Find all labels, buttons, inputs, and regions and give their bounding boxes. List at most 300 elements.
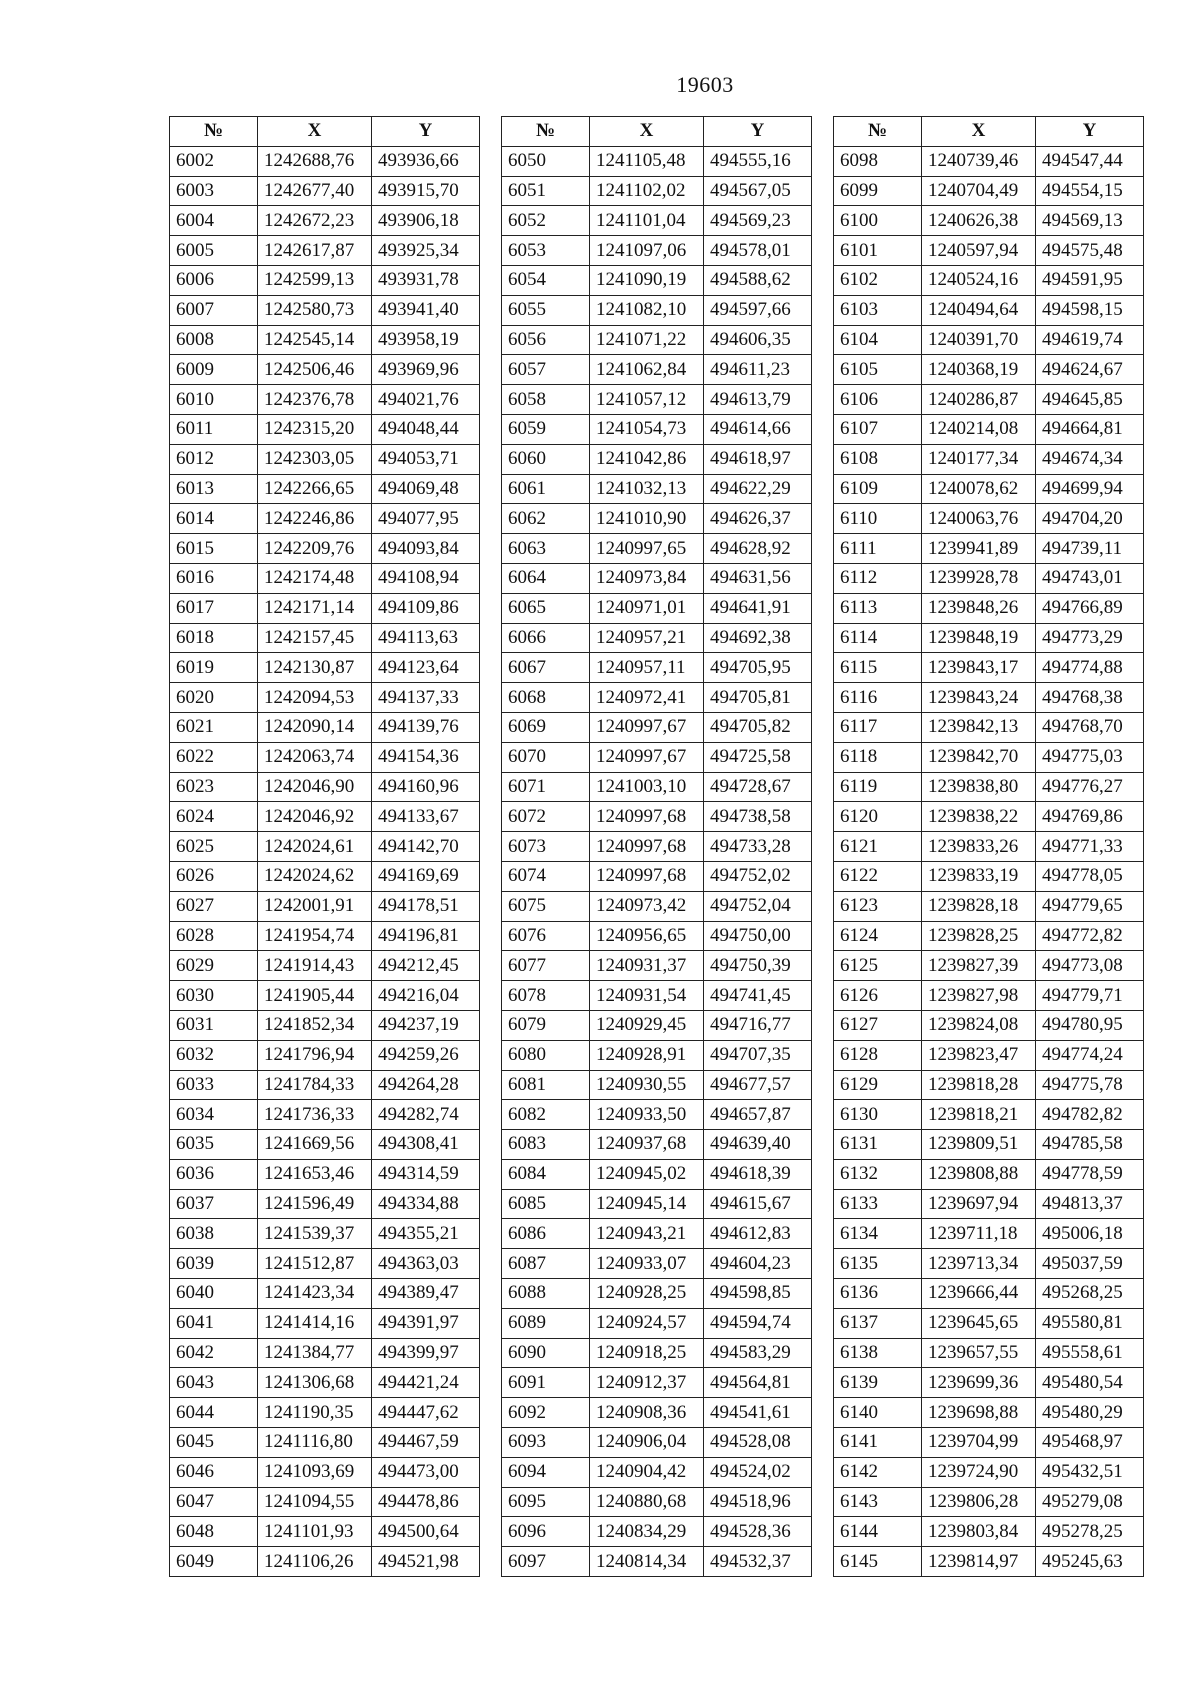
y-coordinate-cell: 494716,77 [704,1010,812,1040]
point-number-cell: 6074 [502,861,590,891]
y-coordinate-cell: 494308,41 [372,1130,480,1160]
header-y: Y [372,117,480,147]
point-number-cell: 6018 [170,623,258,653]
table-row [170,951,480,981]
y-coordinate-cell: 494575,48 [1036,236,1144,266]
x-coordinate-cell: 1242174,48 [258,563,372,593]
point-number-cell: 6003 [170,176,258,206]
table-row [170,1189,480,1219]
table-row [834,653,1144,683]
y-coordinate-cell: 494518,96 [704,1487,812,1517]
y-coordinate-cell: 494196,81 [372,921,480,951]
table-row [834,772,1144,802]
point-number-cell: 6023 [170,772,258,802]
x-coordinate-cell: 1241414,16 [258,1308,372,1338]
x-coordinate-cell: 1240912,37 [590,1368,704,1398]
table-row [170,385,480,415]
table-row [170,444,480,474]
point-number-cell: 6028 [170,921,258,951]
y-coordinate-cell: 495278,25 [1036,1517,1144,1547]
table-row [834,593,1144,623]
y-coordinate-cell: 494677,57 [704,1070,812,1100]
x-coordinate-cell: 1239657,55 [922,1338,1036,1368]
point-number-cell: 6115 [834,653,922,683]
point-number-cell: 6119 [834,772,922,802]
y-coordinate-cell: 494391,97 [372,1308,480,1338]
x-coordinate-cell: 1239833,19 [922,861,1036,891]
y-coordinate-cell: 494622,29 [704,474,812,504]
point-number-cell: 6044 [170,1398,258,1428]
y-coordinate-cell: 494541,61 [704,1398,812,1428]
y-coordinate-cell: 494639,40 [704,1130,812,1160]
table-row [834,683,1144,713]
point-number-cell: 6136 [834,1279,922,1309]
y-coordinate-cell: 494707,35 [704,1040,812,1070]
y-coordinate-cell: 494389,47 [372,1279,480,1309]
point-number-cell: 6096 [502,1517,590,1547]
point-number-cell: 6135 [834,1249,922,1279]
y-coordinate-cell: 494705,81 [704,683,812,713]
y-coordinate-cell: 494739,11 [1036,534,1144,564]
table-row [834,1368,1144,1398]
x-coordinate-cell: 1239843,17 [922,653,1036,683]
y-coordinate-cell: 494604,23 [704,1249,812,1279]
y-coordinate-cell: 493915,70 [372,176,480,206]
table-row [502,802,812,832]
x-coordinate-cell: 1241101,04 [590,206,704,236]
x-coordinate-cell: 1239645,65 [922,1308,1036,1338]
point-number-cell: 6008 [170,325,258,355]
table-row [170,921,480,951]
table-row [502,1279,812,1309]
y-coordinate-cell: 495037,59 [1036,1249,1144,1279]
table-row [170,981,480,1011]
x-coordinate-cell: 1240930,55 [590,1070,704,1100]
x-coordinate-cell: 1240957,21 [590,623,704,653]
x-coordinate-cell: 1239699,36 [922,1368,1036,1398]
table-row [170,1159,480,1189]
point-number-cell: 6037 [170,1189,258,1219]
point-number-cell: 6114 [834,623,922,653]
x-coordinate-cell: 1242246,86 [258,504,372,534]
table-row [502,861,812,891]
table-row [170,206,480,236]
table-row [502,742,812,772]
table-row [170,265,480,295]
point-number-cell: 6060 [502,444,590,474]
point-number-cell: 6042 [170,1338,258,1368]
table-row [834,1130,1144,1160]
point-number-cell: 6143 [834,1487,922,1517]
y-coordinate-cell: 494628,92 [704,534,812,564]
y-coordinate-cell: 495468,97 [1036,1428,1144,1458]
table-row [834,1398,1144,1428]
x-coordinate-cell: 1241539,37 [258,1219,372,1249]
point-number-cell: 6010 [170,385,258,415]
point-number-cell: 6041 [170,1308,258,1338]
x-coordinate-cell: 1242024,61 [258,832,372,862]
y-coordinate-cell: 494588,62 [704,265,812,295]
y-coordinate-cell: 494773,08 [1036,951,1144,981]
point-number-cell: 6084 [502,1159,590,1189]
x-coordinate-cell: 1241384,77 [258,1338,372,1368]
x-coordinate-cell: 1240928,25 [590,1279,704,1309]
table-row [502,772,812,802]
table-header-row [834,117,1144,147]
table-row [834,1279,1144,1309]
table-row [502,653,812,683]
point-number-cell: 6129 [834,1070,922,1100]
y-coordinate-cell: 494363,03 [372,1249,480,1279]
table-row [834,1517,1144,1547]
point-number-cell: 6046 [170,1457,258,1487]
x-coordinate-cell: 1242171,14 [258,593,372,623]
point-number-cell: 6012 [170,444,258,474]
table-row [834,1487,1144,1517]
y-coordinate-cell: 494282,74 [372,1100,480,1130]
point-number-cell: 6116 [834,683,922,713]
y-coordinate-cell: 494657,87 [704,1100,812,1130]
y-coordinate-cell: 494612,83 [704,1219,812,1249]
x-coordinate-cell: 1240933,50 [590,1100,704,1130]
table-row [834,236,1144,266]
point-number-cell: 6110 [834,504,922,534]
table-row [834,1070,1144,1100]
x-coordinate-cell: 1242094,53 [258,683,372,713]
point-number-cell: 6127 [834,1010,922,1040]
x-coordinate-cell: 1242617,87 [258,236,372,266]
y-coordinate-cell: 495245,63 [1036,1547,1144,1577]
x-coordinate-cell: 1241057,12 [590,385,704,415]
y-coordinate-cell: 494769,86 [1036,802,1144,832]
y-coordinate-cell: 494237,19 [372,1010,480,1040]
table-row [834,623,1144,653]
y-coordinate-cell: 494733,28 [704,832,812,862]
x-coordinate-cell: 1241784,33 [258,1070,372,1100]
y-coordinate-cell: 494473,00 [372,1457,480,1487]
y-coordinate-cell: 494775,78 [1036,1070,1144,1100]
point-number-cell: 6099 [834,176,922,206]
point-number-cell: 6112 [834,563,922,593]
table-row [834,951,1144,981]
y-coordinate-cell: 494154,36 [372,742,480,772]
table-row [834,206,1144,236]
y-coordinate-cell: 493925,34 [372,236,480,266]
point-number-cell: 6128 [834,1040,922,1070]
table-row [170,1040,480,1070]
table-row [834,176,1144,206]
header-y: Y [704,117,812,147]
x-coordinate-cell: 1240814,34 [590,1547,704,1577]
y-coordinate-cell: 495268,25 [1036,1279,1144,1309]
coordinates-table-1 [169,116,480,1577]
point-number-cell: 6137 [834,1308,922,1338]
x-coordinate-cell: 1239848,19 [922,623,1036,653]
x-coordinate-cell: 1241914,43 [258,951,372,981]
point-number-cell: 6056 [502,325,590,355]
table-row [502,1189,812,1219]
x-coordinate-cell: 1241796,94 [258,1040,372,1070]
y-coordinate-cell: 494093,84 [372,534,480,564]
point-number-cell: 6100 [834,206,922,236]
table-row [170,534,480,564]
x-coordinate-cell: 1242580,73 [258,295,372,325]
x-coordinate-cell: 1240834,29 [590,1517,704,1547]
point-number-cell: 6087 [502,1249,590,1279]
x-coordinate-cell: 1241116,80 [258,1428,372,1458]
x-coordinate-cell: 1241306,68 [258,1368,372,1398]
point-number-cell: 6025 [170,832,258,862]
table-row [170,146,480,176]
y-coordinate-cell: 495006,18 [1036,1219,1144,1249]
point-number-cell: 6047 [170,1487,258,1517]
y-coordinate-cell: 494591,95 [1036,265,1144,295]
x-coordinate-cell: 1241090,19 [590,265,704,295]
table-row [170,355,480,385]
table-row [834,1159,1144,1189]
point-number-cell: 6080 [502,1040,590,1070]
y-coordinate-cell: 494421,24 [372,1368,480,1398]
table-row [834,1040,1144,1070]
y-coordinate-cell: 494618,39 [704,1159,812,1189]
point-number-cell: 6043 [170,1368,258,1398]
table-row [502,981,812,1011]
point-number-cell: 6039 [170,1249,258,1279]
y-coordinate-cell: 494355,21 [372,1219,480,1249]
y-coordinate-cell: 494626,37 [704,504,812,534]
y-coordinate-cell: 494779,71 [1036,981,1144,1011]
y-coordinate-cell: 494169,69 [372,861,480,891]
point-number-cell: 6019 [170,653,258,683]
point-number-cell: 6030 [170,981,258,1011]
x-coordinate-cell: 1239818,21 [922,1100,1036,1130]
x-coordinate-cell: 1241101,93 [258,1517,372,1547]
y-coordinate-cell: 494774,24 [1036,1040,1144,1070]
point-number-cell: 6064 [502,563,590,593]
x-coordinate-cell: 1242001,91 [258,891,372,921]
x-coordinate-cell: 1239697,94 [922,1189,1036,1219]
point-number-cell: 6035 [170,1130,258,1160]
y-coordinate-cell: 494785,58 [1036,1130,1144,1160]
y-coordinate-cell: 494750,39 [704,951,812,981]
x-coordinate-cell: 1240918,25 [590,1338,704,1368]
y-coordinate-cell: 494738,58 [704,802,812,832]
x-coordinate-cell: 1242090,14 [258,712,372,742]
x-coordinate-cell: 1241010,90 [590,504,704,534]
point-number-cell: 6048 [170,1517,258,1547]
point-number-cell: 6027 [170,891,258,921]
table-row [170,295,480,325]
y-coordinate-cell: 494692,38 [704,623,812,653]
table-row [502,444,812,474]
y-coordinate-cell: 493906,18 [372,206,480,236]
table-row [502,1308,812,1338]
table-row [502,295,812,325]
table-row [834,1010,1144,1040]
x-coordinate-cell: 1239704,99 [922,1428,1036,1458]
y-coordinate-cell: 494108,94 [372,563,480,593]
table-row [170,325,480,355]
x-coordinate-cell: 1242506,46 [258,355,372,385]
x-coordinate-cell: 1241106,26 [258,1547,372,1577]
x-coordinate-cell: 1240972,41 [590,683,704,713]
x-coordinate-cell: 1240997,68 [590,861,704,891]
y-coordinate-cell: 494631,56 [704,563,812,593]
point-number-cell: 6068 [502,683,590,713]
table-row [170,1279,480,1309]
y-coordinate-cell: 494500,64 [372,1517,480,1547]
x-coordinate-cell: 1240214,08 [922,414,1036,444]
x-coordinate-cell: 1242063,74 [258,742,372,772]
x-coordinate-cell: 1240933,07 [590,1249,704,1279]
point-number-cell: 6073 [502,832,590,862]
point-number-cell: 6067 [502,653,590,683]
table-row [502,1547,812,1577]
y-coordinate-cell: 494467,59 [372,1428,480,1458]
x-coordinate-cell: 1240906,04 [590,1428,704,1458]
x-coordinate-cell: 1241512,87 [258,1249,372,1279]
x-coordinate-cell: 1241653,46 [258,1159,372,1189]
table-row [502,1010,812,1040]
table-row [834,712,1144,742]
y-coordinate-cell: 494641,91 [704,593,812,623]
point-number-cell: 6089 [502,1308,590,1338]
y-coordinate-cell: 494216,04 [372,981,480,1011]
y-coordinate-cell: 494532,37 [704,1547,812,1577]
table-row [834,385,1144,415]
point-number-cell: 6109 [834,474,922,504]
x-coordinate-cell: 1242315,20 [258,414,372,444]
x-coordinate-cell: 1240704,49 [922,176,1036,206]
point-number-cell: 6005 [170,236,258,266]
x-coordinate-cell: 1241852,34 [258,1010,372,1040]
table-row [502,951,812,981]
x-coordinate-cell: 1242677,40 [258,176,372,206]
x-coordinate-cell: 1241082,10 [590,295,704,325]
y-coordinate-cell: 495480,29 [1036,1398,1144,1428]
table-row [502,236,812,266]
y-coordinate-cell: 494613,79 [704,385,812,415]
table-row [834,1547,1144,1577]
table-row [502,146,812,176]
y-coordinate-cell: 494139,76 [372,712,480,742]
coordinates-table-2 [501,116,812,1577]
y-coordinate-cell: 494547,44 [1036,146,1144,176]
table-row [834,1338,1144,1368]
table-header-row [502,117,812,147]
table-row [502,176,812,206]
y-coordinate-cell: 494399,97 [372,1338,480,1368]
x-coordinate-cell: 1240063,76 [922,504,1036,534]
table-row [170,1219,480,1249]
table-row [170,1457,480,1487]
table-row [170,1249,480,1279]
point-number-cell: 6111 [834,534,922,564]
x-coordinate-cell: 1240177,34 [922,444,1036,474]
table-row [502,534,812,564]
x-coordinate-cell: 1240971,01 [590,593,704,623]
y-coordinate-cell: 494259,26 [372,1040,480,1070]
point-number-cell: 6050 [502,146,590,176]
x-coordinate-cell: 1241003,10 [590,772,704,802]
table-row [170,474,480,504]
y-coordinate-cell: 494704,20 [1036,504,1144,534]
x-coordinate-cell: 1240997,68 [590,802,704,832]
table-row [502,385,812,415]
x-coordinate-cell: 1242024,62 [258,861,372,891]
table-row [502,1159,812,1189]
table-row [502,474,812,504]
y-coordinate-cell: 494768,70 [1036,712,1144,742]
table-row [170,1517,480,1547]
table-row [502,1428,812,1458]
table-row [502,1130,812,1160]
y-coordinate-cell: 494160,96 [372,772,480,802]
y-coordinate-cell: 494699,94 [1036,474,1144,504]
y-coordinate-cell: 494334,88 [372,1189,480,1219]
x-coordinate-cell: 1240973,42 [590,891,704,921]
table-row [502,1368,812,1398]
point-number-cell: 6078 [502,981,590,1011]
y-coordinate-cell: 494598,15 [1036,295,1144,325]
x-coordinate-cell: 1240928,91 [590,1040,704,1070]
x-coordinate-cell: 1240945,02 [590,1159,704,1189]
point-number-cell: 6066 [502,623,590,653]
y-coordinate-cell: 493941,40 [372,295,480,325]
header-number: № [834,117,922,147]
point-number-cell: 6098 [834,146,922,176]
x-coordinate-cell: 1241094,55 [258,1487,372,1517]
table-row [834,1189,1144,1219]
x-coordinate-cell: 1240997,67 [590,712,704,742]
point-number-cell: 6106 [834,385,922,415]
y-coordinate-cell: 494264,28 [372,1070,480,1100]
point-number-cell: 6062 [502,504,590,534]
y-coordinate-cell: 495558,61 [1036,1338,1144,1368]
x-coordinate-cell: 1239827,39 [922,951,1036,981]
table-row [502,1338,812,1368]
x-coordinate-cell: 1240943,21 [590,1219,704,1249]
x-coordinate-cell: 1239842,13 [922,712,1036,742]
x-coordinate-cell: 1239818,28 [922,1070,1036,1100]
y-coordinate-cell: 494021,76 [372,385,480,415]
point-number-cell: 6094 [502,1457,590,1487]
table-row [170,1398,480,1428]
header-x: X [590,117,704,147]
table-row [502,1457,812,1487]
y-coordinate-cell: 494782,82 [1036,1100,1144,1130]
table-row [502,355,812,385]
table-row [502,593,812,623]
y-coordinate-cell: 494614,66 [704,414,812,444]
point-number-cell: 6122 [834,861,922,891]
y-coordinate-cell: 494611,23 [704,355,812,385]
point-number-cell: 6126 [834,981,922,1011]
point-number-cell: 6049 [170,1547,258,1577]
point-number-cell: 6103 [834,295,922,325]
point-number-cell: 6015 [170,534,258,564]
x-coordinate-cell: 1242046,92 [258,802,372,832]
x-coordinate-cell: 1241423,34 [258,1279,372,1309]
x-coordinate-cell: 1241032,13 [590,474,704,504]
x-coordinate-cell: 1239842,70 [922,742,1036,772]
table-row [502,325,812,355]
point-number-cell: 6051 [502,176,590,206]
y-coordinate-cell: 494752,04 [704,891,812,921]
x-coordinate-cell: 1242209,76 [258,534,372,564]
x-coordinate-cell: 1241954,74 [258,921,372,951]
table-row [502,563,812,593]
